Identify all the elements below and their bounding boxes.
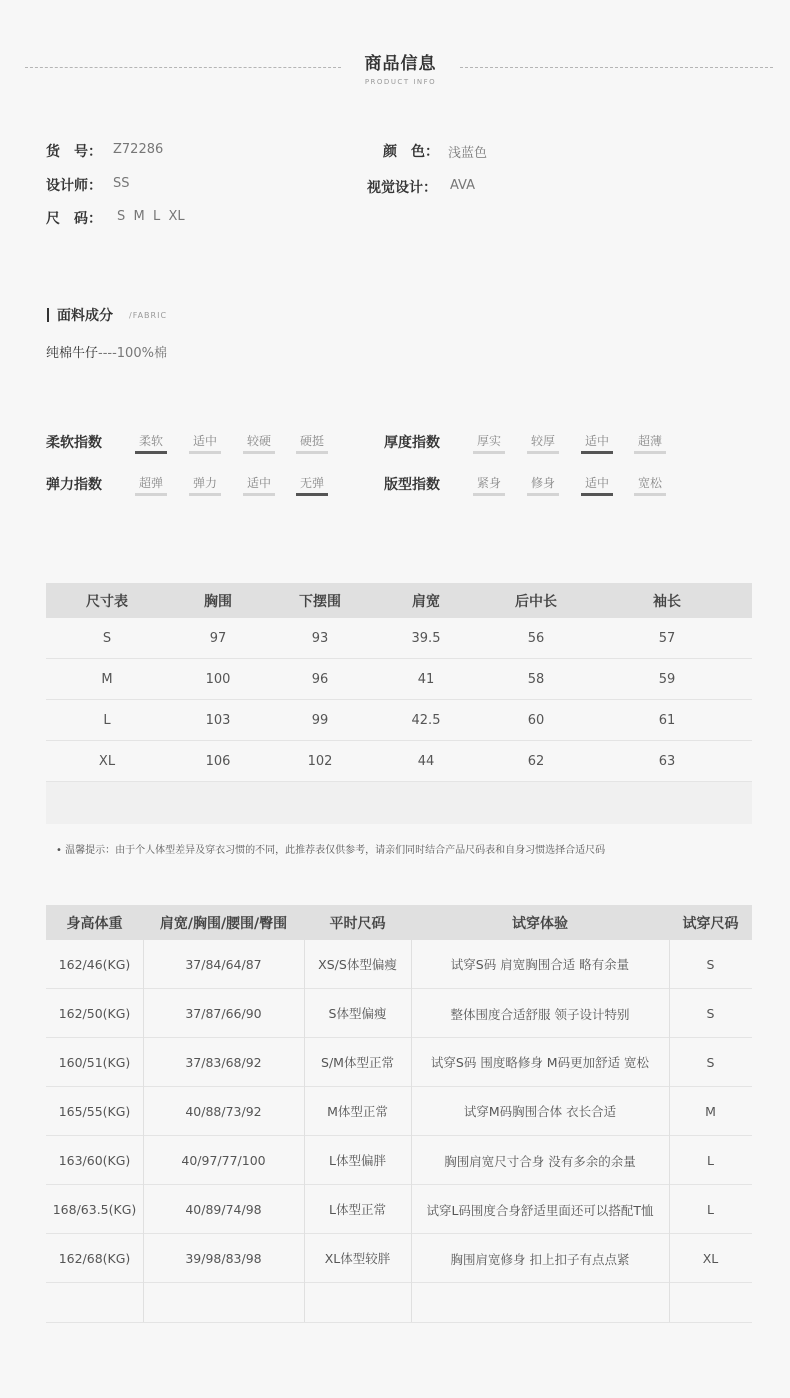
fit-table-cell: 试穿L码围度合身舒适里面还可以搭配T恤 (426, 1203, 654, 1218)
fit-table-cell: 162/46(KG) (58, 956, 131, 972)
index-option-label: 适中 (246, 476, 271, 490)
index-option (296, 474, 328, 496)
fit-table-cell: 168/63.5(KG) (52, 1201, 137, 1217)
fabric-name: 纯棉牛仔 (46, 346, 99, 361)
index-label: 柔软指数 (46, 435, 102, 451)
fit-table-column-divider (411, 940, 412, 1322)
index-option-label: 较硬 (246, 434, 271, 448)
size-table-header-cell: 袖长 (653, 593, 681, 610)
size-table-header-cell: 肩宽 (412, 593, 440, 610)
size-table-cell: 59 (658, 671, 676, 687)
index-option-label: 超弹 (138, 476, 163, 490)
designer-label: 设计师： (46, 178, 102, 194)
size-table-cell: 100 (205, 671, 231, 687)
fit-table-row (46, 1234, 752, 1283)
index-option (634, 474, 666, 496)
fit-table-cell: 37/84/64/87 (185, 956, 262, 972)
fit-table-column-divider (304, 940, 305, 1322)
size-table-cell: 96 (311, 671, 329, 687)
size-label: 尺 码： (46, 211, 102, 227)
fit-table-header-cell: 试穿尺码 (682, 915, 739, 932)
size-table-row (46, 659, 752, 700)
fit-table-cell: S (706, 1054, 715, 1070)
index-option-bar (634, 493, 666, 496)
size-table-header (46, 583, 752, 618)
fit-table-row (46, 1185, 752, 1234)
fit-table-column-divider (669, 940, 670, 1322)
index-option-bar (243, 493, 275, 496)
index-selected-bar (296, 493, 328, 496)
size-table-cell: 106 (205, 753, 231, 769)
fit-table-cell: L (707, 1201, 714, 1217)
index-option-label: 无弹 (299, 476, 324, 490)
size-table-cell: 97 (209, 630, 227, 646)
size-table-cell: M (101, 671, 113, 687)
fit-table-cell: 162/50(KG) (58, 1005, 131, 1021)
fit-table-cell: 40/89/74/98 (185, 1201, 262, 1217)
size-tip: • 温馨提示：由于个人体型差异及穿衣习惯的不同，此推荐表仅供参考，请亲们同时结合产品尺码表和自身习惯选择合适尺码 (56, 845, 606, 856)
index-option-label: 柔软 (138, 434, 163, 448)
index-option-label: 较厚 (530, 434, 555, 448)
size-table-cell: 93 (311, 630, 329, 646)
color-label: 颜 色： (383, 144, 439, 160)
fit-table-cell: XL (702, 1250, 719, 1266)
fit-table-cell: L体型偏胖 (329, 1153, 386, 1168)
item-no-label: 货 号： (46, 144, 102, 160)
fabric-composition (46, 342, 167, 361)
size-table-cell: 63 (658, 753, 676, 769)
fit-table-cell: S体型偏瘦 (328, 1006, 387, 1021)
size-table-cell: 39.5 (411, 630, 441, 646)
fabric-value: ----100%棉 (98, 346, 167, 361)
size-table-row (46, 700, 752, 741)
size-table-cell: 99 (311, 712, 329, 728)
index-option-label: 超薄 (637, 434, 662, 448)
fit-table-cell: 胸围肩宽修身 扣上扣子有点点紧 (450, 1252, 630, 1267)
fit-table-cell: 37/83/68/92 (185, 1054, 262, 1070)
index-option (527, 432, 559, 454)
section-header (343, 50, 458, 88)
index-selected-bar (135, 451, 167, 454)
fit-table-cell: 165/55(KG) (58, 1103, 131, 1119)
fit-table-cell: XS/S体型偏瘦 (318, 957, 397, 972)
page-title: 商品信息 (364, 54, 437, 74)
size-table-cell: L (103, 712, 111, 728)
size-table-header-cell: 后中长 (515, 593, 557, 610)
fit-table-header-cell: 平时尺码 (329, 915, 386, 932)
size-table-cell: 61 (658, 712, 676, 728)
size-table-header-cell: 胸围 (204, 593, 232, 610)
fit-table-cell: 试穿S码 肩宽胸围合适 略有余量 (450, 957, 630, 972)
index-option-label: 硬挺 (299, 434, 324, 448)
index-option-bar (189, 451, 221, 454)
fit-table-cell: L (707, 1152, 714, 1168)
visual-label: 视觉设计： (367, 180, 437, 196)
fit-table-row (46, 1087, 752, 1136)
fit-table-cell: 160/51(KG) (58, 1054, 131, 1070)
index-option (189, 432, 221, 454)
page-subtitle: PRODUCT INFO (364, 78, 437, 86)
fit-table-row (46, 989, 752, 1038)
fit-table-cell: S/M体型正常 (321, 1055, 394, 1070)
index-option-bar (527, 451, 559, 454)
index-option-bar (296, 451, 328, 454)
index-option (135, 474, 167, 496)
index-label: 版型指数 (384, 477, 440, 493)
size-table-cell: 60 (527, 712, 545, 728)
size-table-cell: 103 (205, 712, 231, 728)
fabric-subtitle: /FABRIC (129, 311, 168, 320)
index-option-label: 弹力 (192, 476, 217, 490)
fit-table-cell: S (706, 1005, 715, 1021)
index-option (527, 474, 559, 496)
size-table-cell: 62 (527, 753, 545, 769)
index-option (296, 432, 328, 454)
index-label: 厚度指数 (384, 435, 440, 451)
index-option-bar (634, 451, 666, 454)
index-option-label: 厚实 (476, 434, 501, 448)
index-option-bar (527, 493, 559, 496)
fit-table-cell: M体型正常 (327, 1104, 388, 1119)
fit-table-cell: 胸围肩宽尺寸合身 没有多余的余量 (444, 1154, 636, 1169)
fit-table-cell: 39/98/83/98 (185, 1250, 262, 1266)
size-table-cell: 57 (658, 630, 676, 646)
size-table-header-cell: 下摆围 (299, 593, 341, 610)
fit-table-cell: XL体型较胖 (324, 1251, 391, 1266)
index-option (243, 432, 275, 454)
index-option-bar (135, 493, 167, 496)
fit-table-cell: 163/60(KG) (58, 1152, 131, 1168)
item-no-value: Z72286 (113, 142, 164, 157)
size-table-cell: 44 (417, 753, 435, 769)
header-divider-left (25, 67, 341, 68)
section-marker (47, 308, 49, 322)
fit-table-header-cell: 肩宽/胸围/腰围/臀围 (159, 915, 288, 932)
fit-table-column-divider (143, 940, 144, 1322)
index-option (189, 474, 221, 496)
index-option-bar (243, 451, 275, 454)
index-option-label: 修身 (530, 476, 555, 490)
visual-value: AVA (450, 178, 476, 193)
index-option-label: 适中 (584, 476, 609, 490)
fit-table-cell: 40/88/73/92 (185, 1103, 262, 1119)
color-value: 浅蓝色 (448, 146, 488, 161)
fit-table-cell: S (706, 956, 715, 972)
size-table-row (46, 741, 752, 782)
fit-table-row (46, 1038, 752, 1087)
index-option-label: 宽松 (637, 476, 662, 490)
index-option (135, 432, 167, 454)
fit-table-cell: 40/97/77/100 (181, 1152, 266, 1168)
fit-table-header-cell: 身高体重 (66, 915, 123, 932)
size-values: S M L XL (117, 209, 185, 224)
fit-table-header-cell: 试穿体验 (512, 915, 568, 932)
index-selected-bar (581, 493, 613, 496)
size-table-cell: 41 (417, 671, 435, 687)
fit-table (46, 905, 752, 1323)
index-option (581, 432, 613, 454)
index-option-bar (473, 493, 505, 496)
size-table-cell: S (102, 630, 112, 646)
fit-table-empty-row (46, 1283, 752, 1323)
index-option (581, 474, 613, 496)
fit-table-cell: 整体围度合适舒服 领子设计特别 (450, 1007, 630, 1022)
fabric-title: 面料成分 (57, 308, 113, 324)
size-table-row (46, 618, 752, 659)
size-table-cell: 42.5 (411, 712, 441, 728)
index-label: 弹力指数 (46, 477, 102, 493)
fit-table-cell: M (705, 1103, 716, 1119)
index-option-bar (189, 493, 221, 496)
fit-table-cell: 162/68(KG) (58, 1250, 131, 1266)
fit-table-row (46, 940, 752, 989)
fit-table-cell: 试穿M码胸围合体 衣长合适 (463, 1104, 617, 1119)
fit-table-row (46, 1136, 752, 1185)
index-option-label: 适中 (192, 434, 217, 448)
index-option-bar (473, 451, 505, 454)
size-table-cell: 56 (527, 630, 545, 646)
fit-table-header (46, 905, 752, 940)
designer-value: SS (113, 176, 130, 191)
size-table-empty-row (46, 782, 752, 824)
size-table-cell: 102 (307, 753, 333, 769)
fit-table-cell: 试穿S码 围度略修身 M码更加舒适 宽松 (430, 1055, 650, 1070)
index-option (473, 474, 505, 496)
fit-table-cell: 37/87/66/90 (185, 1005, 262, 1021)
index-option (634, 432, 666, 454)
size-table-cell: 58 (527, 671, 545, 687)
index-option-label: 适中 (584, 434, 609, 448)
size-table (46, 583, 752, 824)
header-divider-right (460, 67, 773, 68)
size-table-cell: XL (98, 753, 116, 769)
size-table-header-cell: 尺寸表 (86, 593, 128, 610)
index-selected-bar (581, 451, 613, 454)
fit-table-cell: L体型正常 (329, 1202, 386, 1217)
index-option (473, 432, 505, 454)
index-option-label: 紧身 (476, 476, 501, 490)
index-option (243, 474, 275, 496)
